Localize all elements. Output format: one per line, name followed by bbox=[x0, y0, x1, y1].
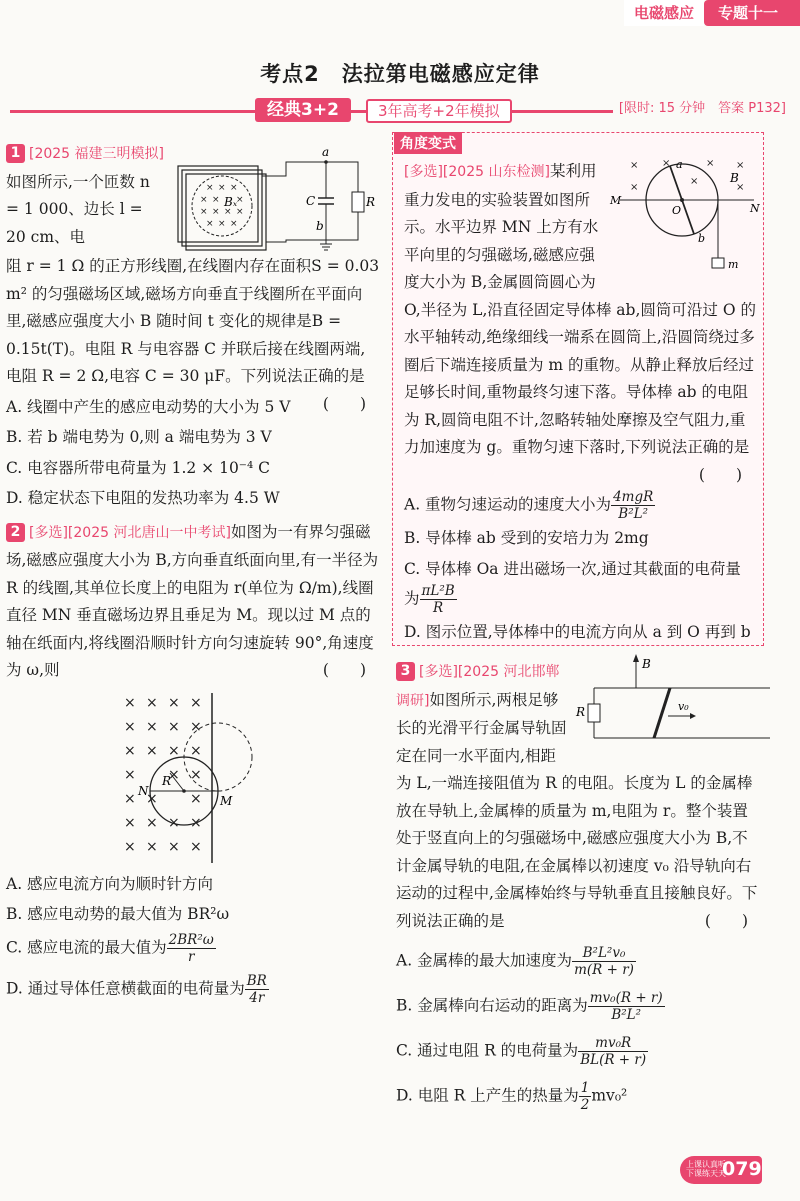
question-number: 2 bbox=[6, 523, 25, 542]
svg-text:×: × bbox=[224, 207, 232, 217]
field-b-label: B bbox=[730, 171, 739, 185]
svg-text:×: × bbox=[190, 742, 202, 759]
fraction-denominator: r bbox=[187, 948, 195, 965]
svg-text:×: × bbox=[206, 219, 214, 229]
question-text: 如图为一有界匀强磁场,磁感应强度大小为 B,方向垂直纸面向里,有一半径为 R 的线圈,其单位长度上的电阻为 r(单位为 Ω/m),线圈直径 MN 垂直磁场边界且垂足为 M。现以过 M 点的轴在纸面内,将线圈沿顺时针方向匀速旋转 90°,角速度为 ω,则 bbox=[6, 522, 379, 679]
svg-text:×: × bbox=[190, 790, 202, 807]
svg-text:×: × bbox=[124, 718, 136, 735]
svg-text:×: × bbox=[236, 195, 244, 205]
left-column bbox=[6, 140, 380, 1009]
question-source-tag: [多选][2025 山东检测] bbox=[404, 164, 550, 180]
svg-text:×: × bbox=[146, 694, 158, 711]
resistor-label: R bbox=[576, 705, 586, 719]
footer-slogan: 上课认真听 下课练天天 bbox=[686, 1160, 726, 1178]
question-1 bbox=[6, 140, 380, 513]
resistor-label: R bbox=[366, 195, 376, 209]
svg-text:×: × bbox=[230, 219, 238, 229]
option-c-text: C. 通过电阻 R 的电荷量为 bbox=[396, 1041, 579, 1060]
page-number-badge bbox=[680, 1156, 762, 1184]
option-d: D. 稳定状态下电阻的发热功率为 4.5 W bbox=[6, 489, 280, 507]
option-d bbox=[396, 1080, 762, 1113]
svg-text:×: × bbox=[662, 158, 671, 169]
option-a: A. 感应电流方向为顺时针方向 bbox=[6, 874, 214, 893]
svg-text:×: × bbox=[124, 766, 136, 783]
question-text: 如图所示,一个匝数 n = 1 000、边长 l = 20 cm、电 bbox=[6, 172, 150, 246]
banner-label-years: 3年高考+2年模拟 bbox=[366, 99, 512, 123]
variant-figure bbox=[610, 154, 760, 272]
svg-text:×: × bbox=[706, 158, 715, 169]
svg-text:×: × bbox=[146, 814, 158, 831]
question-number: 1 bbox=[6, 144, 25, 163]
svg-text:×: × bbox=[168, 766, 180, 783]
svg-text:×: × bbox=[168, 814, 180, 831]
svg-text:×: × bbox=[168, 718, 180, 735]
svg-text:×: × bbox=[146, 838, 158, 855]
field-label: Bₓ bbox=[224, 195, 238, 209]
question-source-tag: [多选][2025 河北唐山一中考试] bbox=[29, 524, 231, 541]
svg-text:×: × bbox=[630, 160, 639, 171]
svg-text:×: × bbox=[168, 838, 180, 855]
end-b-label: b bbox=[698, 232, 706, 245]
option-d-text: D. 通过导体任意横截面的电荷量为 bbox=[6, 979, 245, 997]
boundary-m-label: M bbox=[610, 194, 622, 207]
svg-text:×: × bbox=[236, 207, 244, 217]
option-d: D. 图示位置,导体棒中的电流方向从 a 到 O 再到 b bbox=[404, 623, 751, 641]
svg-text:×: × bbox=[736, 160, 745, 171]
question-source-tag: [多选][2025 河北邯郸调研] bbox=[396, 664, 560, 709]
radius-label: R bbox=[162, 773, 172, 788]
page-title: 考点2 法拉第电磁感应定律 bbox=[260, 62, 540, 86]
fraction-numerator: mv₀(R + r) bbox=[589, 990, 663, 1006]
fraction-denominator: R bbox=[433, 600, 444, 616]
option-a-text: A. 重物匀速运动的速度大小为 bbox=[404, 495, 612, 514]
question-text-cont: 阻 r = 1 Ω 的正方形线圈,在线圈内存在面积S = 0.03 m² 的匀强磁场区域,磁场方向垂直于线圈所在平面向里,磁感应强度大小 B 随时间 t 变化的规律是B = 0.15t(T)。电阻 R 与电容器 C 并联后接在线圈两端,电阻 R = 2 Ω,电容 C = 30 μF。下列说法正确的是 bbox=[6, 257, 380, 385]
option-c-text: C. 导体棒 Oa 进出磁场一次,通过其截面的电荷量为 bbox=[404, 559, 741, 608]
question-text: 如图所示,两根足够长的光滑平行金属导轨固定在同一水 bbox=[396, 690, 567, 765]
fraction-denominator: m(R + r) bbox=[574, 962, 634, 978]
svg-text:×: × bbox=[218, 183, 226, 193]
fraction-numerator: πL²B bbox=[421, 583, 455, 599]
svg-text:×: × bbox=[190, 766, 202, 783]
svg-text:×: × bbox=[218, 219, 226, 229]
option-c: C. 电容器所带电荷量为 1.2 × 10⁻⁴ C bbox=[6, 458, 270, 477]
svg-text:×: × bbox=[190, 838, 202, 855]
svg-text:×: × bbox=[168, 694, 180, 711]
answer-paren: ( ) bbox=[704, 911, 748, 930]
question-text-cont: 平面内,相距为 L,一端连接阻值为 R 的电阻。长度为 L 的金属棒放在导轨上,金属棒的质量为 m,电阻为 r。整个装置处于竖直向上的匀强磁场中,磁感应强度大小为 B,不计金属导轨的电阻,在金属棒以初速度 v₀ 沿导轨向右运动的过程中,金属棒始终与导轨垂直且接触良好。下列说法正确的是 bbox=[396, 746, 758, 930]
fraction-denominator: 4r bbox=[249, 989, 265, 1006]
fraction-numerator: 1 bbox=[580, 1080, 590, 1096]
svg-text:×: × bbox=[124, 814, 136, 831]
svg-text:×: × bbox=[206, 183, 214, 193]
header-tab bbox=[624, 0, 800, 26]
question-source-tag: [2025 福建三明模拟] bbox=[29, 146, 165, 162]
answer-paren: ( ) bbox=[322, 661, 366, 679]
option-c-fraction bbox=[167, 932, 216, 965]
svg-text:×: × bbox=[190, 718, 202, 735]
svg-text:×: × bbox=[736, 182, 745, 193]
option-d-fraction bbox=[579, 1080, 592, 1113]
option-a-fraction bbox=[572, 945, 636, 978]
node-a-label: a bbox=[322, 145, 330, 159]
svg-text:×: × bbox=[200, 195, 208, 205]
chapter-label: 电磁感应 bbox=[624, 0, 704, 26]
option-b-text: B. 金属棒向右运动的距离为 bbox=[396, 996, 588, 1015]
answer-paren: ( ) bbox=[322, 394, 366, 413]
q2-field-figure bbox=[124, 693, 284, 863]
svg-text:×: × bbox=[124, 790, 136, 807]
option-a bbox=[396, 945, 762, 978]
variant-label: 角度变式 bbox=[394, 132, 462, 154]
option-c bbox=[396, 1035, 762, 1068]
fraction-denominator: B²L² bbox=[611, 1007, 642, 1023]
velocity-label: v₀ bbox=[678, 700, 689, 713]
q1-circuit-figure bbox=[176, 145, 376, 254]
svg-text:×: × bbox=[200, 207, 208, 217]
q3-rail-figure bbox=[574, 654, 770, 754]
fraction-denominator: B²L² bbox=[618, 506, 649, 522]
svg-text:×: × bbox=[212, 207, 220, 217]
boundary-n-label: N bbox=[750, 202, 760, 215]
option-b bbox=[396, 990, 762, 1023]
option-c-fraction bbox=[578, 1035, 648, 1068]
option-d-text: D. 电阻 R 上产生的热量为 bbox=[396, 1086, 579, 1105]
option-a: A. 线圈中产生的感应电动势的大小为 5 V bbox=[6, 397, 291, 416]
point-n-label: N bbox=[138, 783, 149, 798]
end-a-label: a bbox=[676, 158, 683, 171]
svg-text:×: × bbox=[146, 790, 158, 807]
svg-text:×: × bbox=[168, 742, 180, 759]
svg-text:×: × bbox=[146, 718, 158, 735]
svg-text:×: × bbox=[230, 183, 238, 193]
question-3 bbox=[396, 658, 762, 1116]
option-d-tail: mv₀² bbox=[591, 1086, 628, 1105]
option-b-fraction bbox=[588, 990, 665, 1023]
point-m-label: M bbox=[220, 793, 233, 808]
question-text: 某利用重力发电的实验装置如图所示。水平边界 MN 上方有水平向里的匀强磁场,磁感应强度大小为 B,金属圆筒圆心为 O,半径为 L,沿直径固定导体棒 ab,圆筒可沿过 O 的水平轴转动,绝缘细线一端系在圆筒上,沿圆筒绕过多圈后下端连接质量为 m 的重物。从静止释放后经过足够长时间,重物最终匀速下落。导体棒 ab 的电阻为 R,圆筒电阻不计,忽略转轴处摩擦及空气阻力,重力加速度为 g。重物匀速下落时,下列说法正确的是 bbox=[404, 162, 756, 456]
page-number: 079 bbox=[722, 1158, 762, 1180]
svg-text:×: × bbox=[190, 694, 202, 711]
option-c bbox=[404, 556, 756, 617]
fraction-numerator: BR bbox=[246, 972, 267, 989]
svg-text:×: × bbox=[690, 176, 699, 187]
option-c bbox=[6, 932, 380, 965]
mass-label: m bbox=[728, 258, 739, 271]
time-limit-label: [限时: 15 分钟 答案 P132] bbox=[613, 99, 792, 119]
field-b-label: B bbox=[642, 657, 651, 671]
fraction-denominator: BL(R + r) bbox=[580, 1052, 647, 1068]
option-a-fraction bbox=[611, 489, 655, 522]
svg-text:×: × bbox=[124, 694, 136, 711]
option-b: B. 导体棒 ab 受到的安培力为 2mg bbox=[404, 529, 649, 547]
capacitor-label: C bbox=[306, 194, 316, 208]
topic-label: 专题十一 bbox=[704, 0, 800, 26]
fraction-numerator: B²L²v₀ bbox=[572, 945, 636, 962]
fraction-numerator: mv₀R bbox=[578, 1035, 648, 1052]
option-a-text: A. 金属棒的最大加速度为 bbox=[396, 951, 573, 970]
center-o-label: O bbox=[672, 204, 682, 217]
svg-text:×: × bbox=[190, 814, 202, 831]
question-2 bbox=[6, 519, 380, 1006]
option-a bbox=[404, 489, 756, 522]
option-d bbox=[6, 973, 380, 1006]
svg-text:×: × bbox=[146, 742, 158, 759]
section-banner bbox=[10, 98, 792, 124]
option-b: B. 感应电动势的最大值为 BR²ω bbox=[6, 905, 230, 923]
right-column bbox=[394, 158, 760, 650]
fraction-numerator: 2BR²ω bbox=[168, 931, 214, 948]
svg-text:×: × bbox=[630, 182, 639, 193]
option-d-fraction bbox=[245, 973, 269, 1006]
fraction-denominator: 2 bbox=[580, 1097, 590, 1113]
variant-question bbox=[394, 158, 760, 647]
node-b-label: b bbox=[316, 219, 324, 233]
question-number: 3 bbox=[396, 662, 415, 681]
fraction-numerator: 4mgR bbox=[613, 489, 654, 505]
option-c-text: C. 感应电流的最大值为 bbox=[6, 938, 167, 956]
svg-text:×: × bbox=[124, 838, 136, 855]
option-b: B. 若 b 端电势为 0,则 a 端电势为 3 V bbox=[6, 428, 272, 446]
banner-label-classic: 经典3+2 bbox=[255, 98, 351, 122]
option-c-fraction bbox=[420, 583, 457, 616]
svg-text:×: × bbox=[212, 195, 220, 205]
svg-text:×: × bbox=[124, 742, 136, 759]
answer-paren: ( ) bbox=[698, 465, 742, 484]
